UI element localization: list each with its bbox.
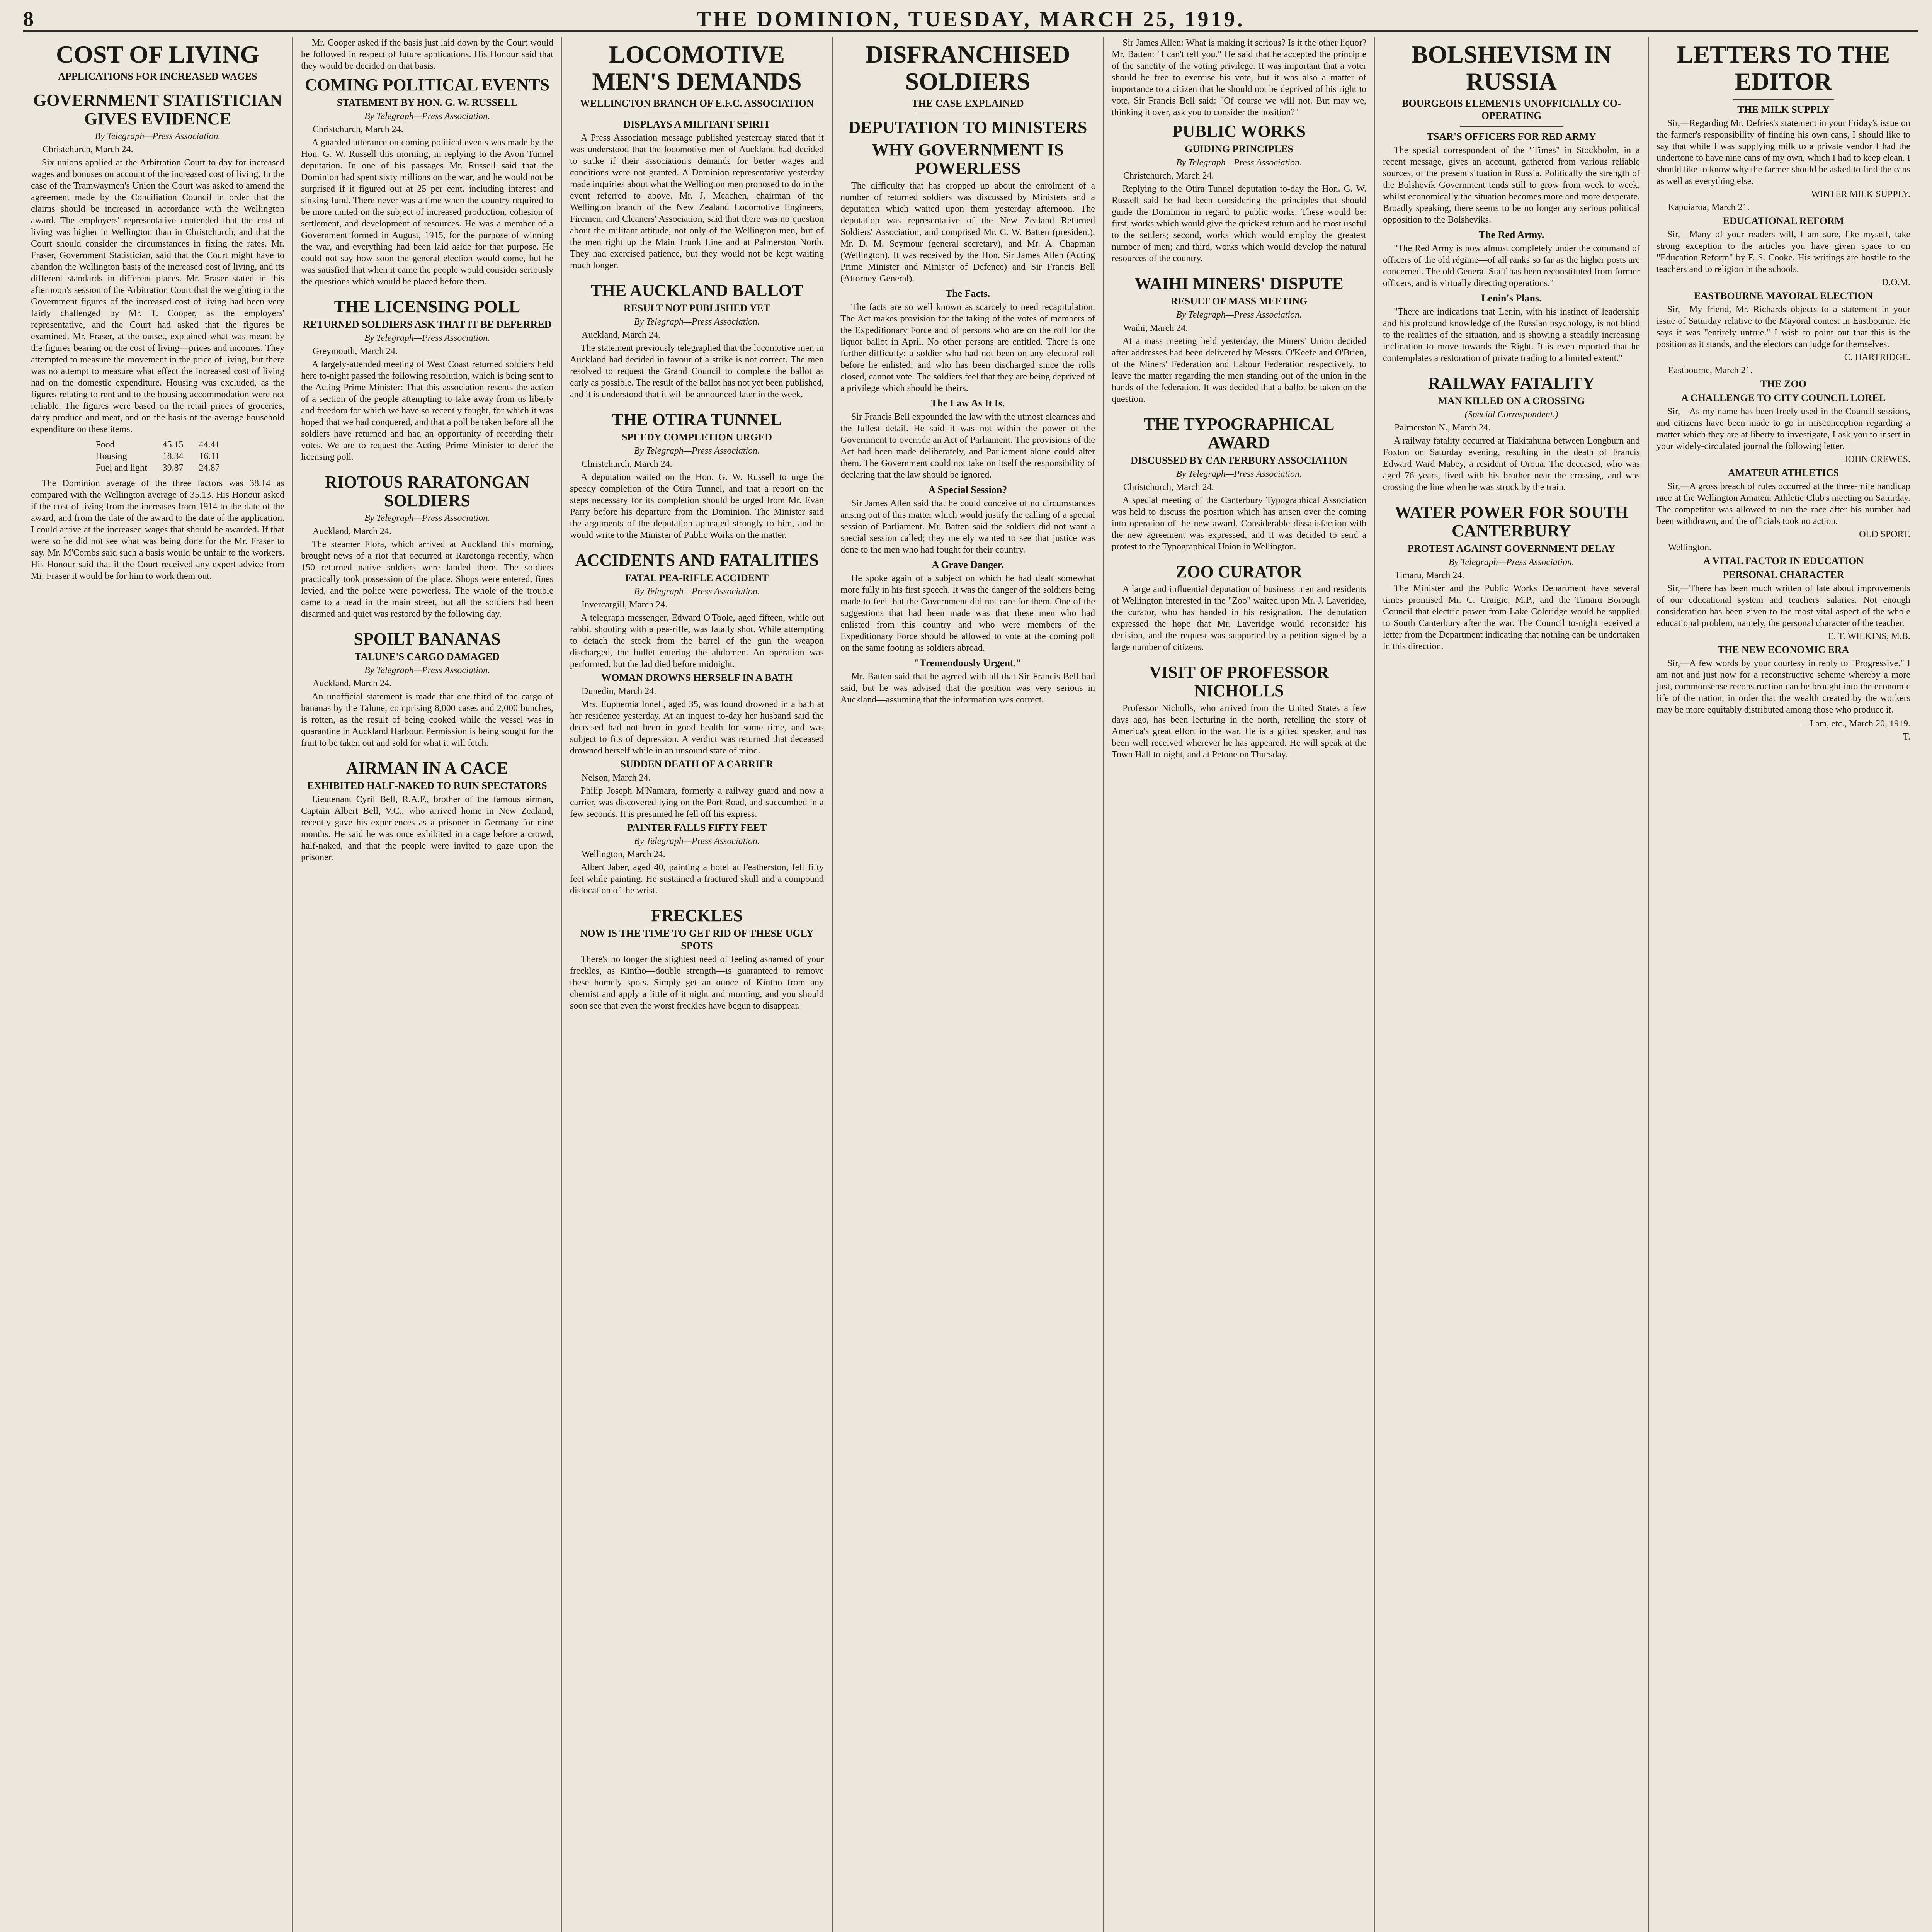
- letter-signature: OLD SPORT.: [1859, 529, 1910, 539]
- article-body: Sir James Allen said that he could conceive of no circumstances arising out of this matter which would justify the calling of a special session of Parliament. Mr. Batten said the soldiers did not want a special session called; they merely wanted to see that justice was done to the men who had fought for their country.: [840, 498, 1095, 555]
- salutation: Sir,—: [1667, 118, 1690, 128]
- dateline: Palmerston N., March 24.: [1395, 423, 1490, 433]
- letter-signature: C. HARTRIDGE.: [1844, 352, 1910, 362]
- deck: TSAR'S OFFICERS FOR RED ARMY: [1427, 131, 1596, 142]
- headline: ACCIDENTS AND FATALITIES: [575, 551, 819, 570]
- deck: RETURNED SOLDIERS ASK THAT IT BE DEFERRED: [303, 319, 552, 330]
- headline: ZOO CURATOR: [1175, 562, 1303, 581]
- headline: RAILWAY FATALITY: [1428, 374, 1595, 393]
- divider: [1733, 99, 1834, 100]
- deck: DISPLAYS A MILITANT SPIRIT: [623, 119, 770, 130]
- article-body: An unofficial statement is made that one-third of the cargo of bananas by the Talune, comprising 8,000 cases and 2,000 bunches, is rotten, as the result of being cooked while the vessel was in quarantine in Auckland Harbour. Permission is being sought for the fruit to be taken out and sold for what it will fetch.: [301, 692, 553, 748]
- headline: THE AUCKLAND BALLOT: [590, 281, 803, 300]
- dateline: Waihi, March 24.: [1123, 323, 1188, 333]
- letter-body: [1656, 117, 1910, 187]
- article-body: A largely-attended meeting of West Coast returned soldiers held here to-night passed the following resolution, which is being sent to the Acting Prime Minister: That this association resents the action of a section of the people attempting to take away from us liberty and freedom for which we have so recently fought, for which it was hoped that we had conquered, and that a poll be taken before all the soldiers have returned and had an opportunity of recording their votes. We are to request the Acting Prime Minister to defer the licensing poll.: [301, 359, 553, 462]
- deck: RESULT NOT PUBLISHED YET: [623, 303, 770, 314]
- section-heading: A Special Session?: [928, 484, 1007, 495]
- letter-place: Wellington.: [1668, 543, 1712, 553]
- dateline: Christchurch, March 24.: [1123, 482, 1214, 492]
- table-cell: 18.34: [162, 451, 184, 461]
- deck: BOURGEOIS ELEMENTS UNOFFICIALLY CO-OPERATING: [1402, 98, 1621, 121]
- article-body: A telegraph messenger, Edward O'Toole, aged fifteen, while out rabbit shooting with a pea-rifle, was fatally shot. While attempting to detach the stock from the barrel of the gun the weapon discharged, the bullet entering the abdomen. An operation was performed, but the lad died before midnight.: [570, 613, 824, 669]
- credit: By Telegraph—Press Association.: [634, 317, 760, 327]
- article-body: Sir Francis Bell expounded the law with the utmost clearness and the fullest detail. He said it was not within the power of the Government to override an Act of Parliament. The provisions of the Act had been made deliberately, and Parliament alone could alter them. The Government could not take on itself the responsibility of declaring that the law should be ignored.: [840, 412, 1095, 480]
- deck: RESULT OF MASS MEETING: [1170, 296, 1308, 307]
- table-cell: 24.87: [199, 463, 220, 473]
- credit: By Telegraph—Press Association.: [634, 587, 760, 597]
- article-licensing-poll: [301, 298, 553, 463]
- deck: THE CASE EXPLAINED: [912, 98, 1024, 109]
- article-cost-of-living: [31, 41, 284, 582]
- deck: THE ZOO: [1760, 378, 1807, 389]
- headline: THE LICENSING POLL: [334, 297, 520, 316]
- table-cell: Fuel and light: [95, 463, 147, 473]
- article-disfranchised-soldiers: [840, 41, 1095, 706]
- headline: THE OTIRA TUNNEL: [612, 410, 782, 429]
- letter-place: Eastbourne, March 21.: [1668, 366, 1753, 376]
- table-row: [88, 439, 227, 451]
- letter-signature: JOHN CREWES.: [1844, 454, 1910, 464]
- section-heading: Lenin's Plans.: [1481, 293, 1542, 304]
- deck: EXHIBITED HALF-NAKED TO RUIN SPECTATORS: [307, 780, 547, 791]
- headline: LOCOMOTIVE MEN'S DEMANDS: [592, 41, 802, 95]
- article-public-works: [1112, 122, 1366, 264]
- section-heading: The Red Army.: [1478, 229, 1544, 240]
- credit: By Telegraph—Press Association.: [634, 836, 760, 846]
- article-body: Philip Joseph M'Namara, formerly a railway guard and now a carrier, was discovered lying on the Port Road, and succumbed in a few seconds. It is presumed he fell off his express.: [570, 786, 824, 819]
- deck: AMATEUR ATHLETICS: [1728, 467, 1839, 478]
- credit: (Special Correspondent.): [1464, 410, 1558, 420]
- letter-text: Regarding Mr. Defries's statement in your Friday's issue on the farmer's responsibility of finding his own cans, I should like to say that while I was supplying milk to a private vendor I had the undertone to have nine cans of my own, which I had to keep clean. I should like to know why the farmer should be asked to find the cans as well as everything else.: [1656, 118, 1910, 186]
- article-body: Professor Nicholls, who arrived from the United States a few days ago, has been lecturing in the north, retelling the story of America's great effort in the war. He is a gifted speaker, and has been well received wherever he has appeared. He will speak at the Town Hall to-night, and at Petone on Thursday.: [1112, 703, 1366, 760]
- article-body: The difficulty that has cropped up about the enrolment of a number of returned soldiers was discussed by Ministers and a deputation which waited upon them yesterday afternoon. The deputation was representative of the New Zealand Returned Soldiers' Association, and comprised Mr. C. W. Batten (president), Mr. D. M. Seymour (general secretary), and Mr. A. Chapman (Wellington). It was received by the Hon. Sir James Allen (Acting Prime Minister and Minister of Defence) and Sir Francis Bell (Attorney-General).: [840, 181, 1095, 284]
- article-body: Mrs. Euphemia Innell, aged 35, was found drowned in a bath at her residence yesterday. At an inquest to-day her husband said the deceased had not been in good health for some time, and was subject to fits of depression. A verdict was returned that deceased drowned herself while in an unsound state of mind.: [570, 699, 824, 756]
- table-row: [88, 462, 227, 474]
- dateline: Dunedin, March 24.: [582, 686, 656, 696]
- article-professor-nicholls: [1112, 663, 1366, 760]
- dateline: Invercargill, March 24.: [582, 600, 668, 610]
- dateline: Auckland, March 24.: [582, 330, 660, 340]
- credit: By Telegraph—Press Association.: [364, 513, 490, 523]
- credit: By Telegraph—Press Association.: [1176, 469, 1302, 479]
- letter-body: Sir,—My friend, Mr. Richards objects to a statement in your issue of Saturday relative to the Mayoral contest in Eastbourne. He says it was "entirely untrue." I wish to point out that this is the position as it stands, and the electors can judge for themselves.: [1656, 304, 1910, 349]
- credit: By Telegraph—Press Association.: [364, 333, 490, 343]
- article-body: A guarded utterance on coming political events was made by the Hon. G. W. Russell this morning, in replying to the Avon Tunnel deputation. In one of his passages Mr. Russell said that the Dominion had spent sixty millions on the war, and he would not be surprised if it figured out at 25 per cent. including interest and sinking fund. There never was a time when the country required to be more united on the subject of increased production, cohesion of settlement, and development of resources. He was a member of a Government formed in August, 1915, for the purpose of winning the war, and everything had been laid aside for that purpose. He could not say how soon the general election would come, but he was satisfied that when it came the people would consider seriously the questions which would be placed before them.: [301, 138, 553, 287]
- headline: LETTERS TO THE EDITOR: [1677, 41, 1890, 95]
- headline: THE TYPOGRAPHICAL AWARD: [1143, 415, 1335, 452]
- dateline: Christchurch, March 24.: [1123, 171, 1214, 181]
- letters-to-editor: [1656, 41, 1910, 743]
- article-body: The Dominion average of the three factors was 38.14 as compared with the Wellington average of 35.13. His Honour asked if the cost of living from the increases from 1914 to the date of the award, and from the date of the award to the date of the application. I could arrive at the increased wages that should be awarded. If that were so he did not see what was being done for the Mr. Fraser to say. Mr. M'Combs said such a basis would be unfair to the workers. His Honour said that if the Court received any expert advice from Mr. Fraser it would be for him to work them out.: [31, 478, 284, 581]
- section-heading: The Facts.: [945, 288, 990, 299]
- article-body: The statement previously telegraphed that the locomotive men in Auckland had decided in favour of a strike is not correct. The men resolved to request the Grand Council to complete the ballot as early as possible. The result of the ballot has not yet been published, and it is understood that it will be announced later in the week.: [570, 343, 824, 400]
- credit: By Telegraph—Press Association.: [95, 131, 221, 141]
- article-auckland-ballot: [570, 281, 824, 400]
- article-political-events: [301, 76, 553, 287]
- column-1: [23, 37, 292, 1932]
- article-bolshevism: [1383, 41, 1640, 364]
- article-body: Mr. Cooper asked if the basis just laid down by the Court would be followed in respect of future applications. His Honour said that they would be decided on that basis.: [301, 38, 553, 71]
- deck: WOMAN DROWNS HERSELF IN A BATH: [601, 672, 793, 683]
- deck: TALUNE'S CARGO DAMAGED: [354, 651, 500, 662]
- article-body: Mr. Batten said that he agreed with all that Sir Francis Bell had said, but he was advised that the position was very serious in Auckland—assuming that the information was correct.: [840, 672, 1095, 705]
- deck: GUIDING PRINCIPLES: [1185, 143, 1293, 155]
- headline: COST OF LIVING: [56, 41, 260, 68]
- table-cell: 44.41: [199, 440, 220, 450]
- headline: BOLSHEVISM IN RUSSIA: [1411, 41, 1612, 95]
- table-cell: 39.87: [162, 463, 184, 473]
- deck: WELLINGTON BRANCH OF E.F.C. ASSOCIATION: [580, 98, 814, 109]
- article-body: A deputation waited on the Hon. G. W. Russell to urge the speedy completion of the Otira Tunnel, and that a report on the steps necessary for its completion should be urged from Mr. Evan Parry before his departure from the Dominion. The Minister said the arguments of the deputation appealed strongly to him, and he would write to the Minister of Public Works on the matter.: [570, 472, 824, 540]
- paper-title: THE DOMINION, TUESDAY, MARCH 25, 1919.: [696, 7, 1245, 31]
- article-spoilt-bananas: [301, 630, 553, 749]
- headline: RIOTOUS RARATONGAN SOLDIERS: [325, 473, 530, 510]
- headline: COMING POLITICAL EVENTS: [304, 75, 550, 94]
- column-4: [832, 37, 1103, 1932]
- headline: DISFRANCHISED SOLDIERS: [865, 41, 1070, 95]
- deck: APPLICATIONS FOR INCREASED WAGES: [58, 71, 257, 82]
- letter-body: Sir,—As my name has been freely used in the Council sessions, and citizens have been made to go in misconception regarding a matter which they are at liberty to investigate, I ask you to insert in your widely-circulated journal the following letter.: [1656, 406, 1910, 451]
- deck: EASTBOURNE MAYORAL ELECTION: [1694, 290, 1873, 301]
- letter-body: Sir,—Many of your readers will, I am sure, like myself, take strong exception to the articles you have given space to on "Education Reform" by F. S. Cooke. His writings are hostile to the teachers and to religion in the schools.: [1656, 230, 1910, 274]
- dateline: Nelson, March 24.: [582, 773, 651, 783]
- article-body: The facts are so well known as scarcely to need recapitulation. The Act makes provision for the taking of the votes of members of the Expeditionary Force and of persons who are on the roll for the liquor ballot in April. No other persons are entitled. There is one further difficulty: a soldier who had not been on any electoral roll before he enlisted, and who has been discharged since the rolls closed, cannot vote. The soldiers feel that they are being deprived of a privilege which should be theirs.: [840, 302, 1095, 393]
- dateline: Christchurch, March 24.: [43, 145, 133, 155]
- letter-signature: WINTER MILK SUPPLY.: [1811, 189, 1910, 199]
- dateline: Wellington, March 24.: [582, 849, 665, 859]
- subheadline: DEPUTATION TO MINISTERS: [848, 118, 1087, 137]
- deck: EDUCATIONAL REFORM: [1723, 215, 1844, 226]
- column-2: [292, 37, 561, 1932]
- article-water-power: [1383, 503, 1640, 652]
- article-body: "The Red Army is now almost completely under the command of officers of the old régime—of all ranks so far as the higher posts are concerned. The old General Staff has been reconstituted from former officers, and is virtually directing operations.": [1383, 243, 1640, 288]
- headline: WATER POWER FOR SOUTH CANTERBURY: [1395, 503, 1628, 540]
- article-accidents: [570, 551, 824, 896]
- headline: PUBLIC WORKS: [1172, 122, 1306, 141]
- deck: SPEEDY COMPLETION URGED: [621, 432, 772, 443]
- headline: SPOILT BANANAS: [354, 629, 501, 648]
- article-waihi-miners: [1112, 274, 1366, 405]
- headline: AIRMAN IN A CACE: [346, 759, 509, 777]
- deck: NOW IS THE TIME TO GET RID OF THESE UGLY SPOTS: [580, 928, 814, 951]
- letter-body: Sir,—A few words by your courtesy in reply to "Progressive." I am not and just now for a reconstructive scheme whereby a more just, commonsense reconstruction can be brought into the economic life of the nation, in order that the wealth created by the workers may be more equitably distributed among those who produce it.: [1656, 658, 1910, 715]
- dateline: Auckland, March 24.: [313, 679, 391, 689]
- deck: PERSONAL CHARACTER: [1723, 569, 1844, 580]
- article-body: A railway fatality occurred at Tiakitahuna between Longburn and Foxton on Saturday evening, resulting in the death of Francis Edward Ward Mabey, a resident of Oroua. The deceased, who was aged 76 years, lived with his brother near the crossing, and was crossing the line when he was struck by the train.: [1383, 436, 1640, 492]
- article-zoo-curator: [1112, 563, 1366, 653]
- deck: STATEMENT BY HON. G. W. RUSSELL: [337, 97, 518, 108]
- article-body: The steamer Flora, which arrived at Auckland this morning, brought news of a riot that occurred at Rarotonga recently, when 150 returned native soldiers were landed there. The soldiers practically took possession of the place. Shops were entered, fines levied, and the police were powerless. The whole of the trouble came to a head in the main street, but all the soldiers had been disarmed and quiet was restored by the following day.: [301, 539, 553, 619]
- headline: WAIHI MINERS' DISPUTE: [1134, 274, 1344, 293]
- advert-freckles: [570, 906, 824, 1012]
- column-7: [1648, 37, 1918, 1932]
- dateline: Timaru, March 24.: [1395, 570, 1464, 580]
- article-body: A Press Association message published yesterday stated that it was understood that the locomotive men of Auckland had decided to strike if their association's demands for better wages and conditions were not granted. A Dominion representative yesterday made inquiries about what the Wellington men proposed to do in the event referred to above. Mr. J. Meachen, chairman of the Wellington branch of the New Zealand Locomotive Engineers, Firemen, and Cleaners' Association, said that there was no question about the militant attitude, not only of the Wellington men, but of the men right up the Main Trunk Line and at Palmerston North. They had exercised patience, but they would not be kept waiting much longer.: [570, 133, 824, 270]
- divider: [1460, 126, 1563, 127]
- credit: By Telegraph—Press Association.: [634, 446, 760, 456]
- table-cell: Food: [95, 440, 115, 450]
- deck: THE MILK SUPPLY: [1737, 104, 1830, 115]
- deck: A CHALLENGE TO CITY COUNCIL LOREL: [1681, 392, 1886, 403]
- article-body: Six unions applied at the Arbitration Court to-day for increased wages and bonuses on account of the increased cost of living. In the case of the Tramwaymen's Union the Court was asked to amend the agreement made by the Conciliation Council in order that the claims should be increased in accordance with the Wellington award. The employers' representative contended that the cost of living was higher in Wellington than in Christchurch, and that the Court should consider the circumstances in fixing the rates. Mr. Fraser, Government Statistician, said that the Court might have to abandon the Wellington basis of the increased cost of living, and its different standards in different places. Mr. Fraser stated in this afternoon's session of the Arbitration Court that the weighting in the Government figures of the increased cost of living had been very fairly challenged by Mr. T. Cooper, as the employers' representative, and the Court had asked that the figures be examined. Mr. Fraser, at the outset, explained what was meant by the figures bearing on the cost of living—prices and incomes. They attempted to measure the movement in the price of living, but there was no attempt to measure what effect the increased cost of living had on the domestic expenditure. Housing was excluded, as the figures relating to rent and to the housing accommodation were not reliable. The figures were based on the retail prices of groceries, dairy produce and meat, and on the basis of the average household expenditure on these items.: [31, 158, 284, 434]
- section-heading: The Law As It Is.: [930, 398, 1005, 409]
- article-body: He spoke again of a subject on which he had dealt somewhat more fully in his first speech. It was the danger of the soldiers being made to feel that the Government did not care for them. One of the suggestions that had been made was that these men who had enlisted from this country and who were members of the Expeditionary Force should be allowed to vote at the coming poll on the same footing as soldiers abroad.: [840, 573, 1095, 653]
- headline: FRECKLES: [651, 906, 743, 925]
- subheadline: GOVERNMENT STATISTICIAN GIVES EVIDENCE: [33, 91, 282, 128]
- subheadline: WHY GOVERNMENT IS POWERLESS: [872, 140, 1064, 178]
- letter-date: —I am, etc., March 20, 1919.: [1801, 719, 1910, 729]
- article-body: Lieutenant Cyril Bell, R.A.F., brother of the famous airman, Captain Albert Bell, V.C., who arrived home in New Zealand, recently gave his experiences as a prisoner in Germany for nine months. He said he was once exhibited in a cage before a crowd, half-naked, and that the people were invited to gaze upon the prisoner.: [301, 794, 553, 862]
- deck: THE NEW ECONOMIC ERA: [1718, 644, 1849, 655]
- deck: PAINTER FALLS FIFTY FEET: [627, 822, 767, 833]
- section-heading: A Grave Danger.: [932, 559, 1004, 570]
- article-raratongan-soldiers: [301, 473, 553, 620]
- letter-signature: E. T. WILKINS, M.B.: [1828, 631, 1910, 641]
- article-body: Sir James Allen: What is making it serious? Is it the other liquor? Mr. Batten: "I can't tell you." He said that he accepted the principle of the sanctity of the voting privilege. It was important that a voter should be free to exercise his vote, but it was also a matter of importance to a citizen that he should not be deprived of his right to vote. Sir Francis Bell said: "Of course we will not. But may we, thinking it over, ask you to consider the position?": [1112, 38, 1366, 117]
- dateline: Greymouth, March 24.: [313, 346, 398, 356]
- article-body: There's no longer the slightest need of feeling ashamed of your freckles, as Kintho—double strength—is guaranteed to remove these homely spots. Simply get an ounce of Kintho from any chemist and apply a little of it night and morning, and you should soon see that even the worst freckles have begun to disappear.: [570, 954, 824, 1011]
- article-body: Replying to the Otira Tunnel deputation to-day the Hon. G. W. Russell said he had been considering the principles that should guide the Dominion in regard to public works. These would be: first, works which would give the quickest return and be most useful to the settlers; second, works which would employ the greatest number of men; and third, works which would develop the natural resources of the country.: [1112, 184, 1366, 264]
- letter-body: Sir,—There has been much written of late about improvements of our educational system and teachers' salaries. Not enough consideration has been given to the most vital aspect of the whole educational problem, namely, the personal character of the teacher.: [1656, 583, 1910, 628]
- column-5: [1103, 37, 1374, 1932]
- headline: VISIT OF PROFESSOR NICHOLLS: [1149, 663, 1329, 700]
- table-cell: 45.15: [162, 440, 184, 450]
- price-table: [88, 439, 227, 474]
- article-body: The Minister and the Public Works Department have several times promised Mr. C. Craigie, M.P., and the Timaru Borough Council that electric power from Lake Coleridge would be supplied to South Canterbury after the war. The Council to-night received a letter from the Department indicating that nothing can be undertaken in this direction.: [1383, 583, 1640, 651]
- table-row: [88, 451, 227, 462]
- credit: By Telegraph—Press Association.: [1176, 158, 1302, 168]
- letter-signature: D.O.M.: [1881, 277, 1910, 287]
- column-3: [561, 37, 832, 1932]
- credit: By Telegraph—Press Association.: [364, 665, 490, 675]
- deck: SUDDEN DEATH OF A CARRIER: [620, 759, 774, 770]
- columns: [23, 37, 1918, 1932]
- credit: By Telegraph—Press Association.: [1176, 310, 1302, 320]
- deck: DISCUSSED BY CANTERBURY ASSOCIATION: [1131, 455, 1347, 466]
- dateline: Auckland, March 24.: [313, 526, 391, 536]
- dateline: Christchurch, March 24.: [313, 124, 403, 134]
- dateline: Christchurch, March 24.: [582, 459, 672, 469]
- article-railway-fatality: [1383, 374, 1640, 493]
- deck: MAN KILLED ON A CROSSING: [1438, 395, 1585, 406]
- article-body: At a mass meeting held yesterday, the Miners' Union decided after addresses had been delivered by Messrs. O'Keefe and O'Brien, of the Miners' Federation and Labour Federation respectively, to leave the matter regarding the men standing out of the union in the hands of the federation. It was decided that a ballot be taken on the question.: [1112, 336, 1366, 404]
- deck: PROTEST AGAINST GOVERNMENT DELAY: [1407, 543, 1616, 554]
- article-airman-cage: [301, 759, 553, 863]
- page-number: 8: [23, 7, 34, 31]
- masthead: [23, 7, 1918, 32]
- table-cell: 16.11: [199, 451, 220, 461]
- section-heading: "Tremendously Urgent.": [914, 657, 1022, 668]
- article-otira-tunnel: [570, 410, 824, 541]
- article-typographical-award: [1112, 415, 1366, 553]
- article-body: Albert Jaber, aged 40, painting a hotel at Featherston, fell fifty feet while painting. He sustained a fractured skull and a compound dislocation of the wrist.: [570, 862, 824, 896]
- deck: FATAL PEA-RIFLE ACCIDENT: [625, 572, 769, 583]
- article-body: "There are indications that Lenin, with his instinct of leadership and his profound knowledge of the Russian psychology, is not blind to the realities of the situation, and is showing a steadily increasing inclination to move towards the Right. It is even reported that he contemplates a restoration of private trading to a limited extent.": [1383, 307, 1640, 363]
- letter-signature: T.: [1903, 732, 1910, 742]
- letter-place: Kapuiaroa, March 21.: [1668, 202, 1750, 213]
- article-body: The special correspondent of the "Times" in Stockholm, in a recent message, gives an account, gathered from various reliable sources, of the present situation in Russia. Politically the strength of the Bolshevik Government tends still to grow from week to week, whilst economically the situation becomes more and more desperate. Broadly speaking, there seems to be no longer any serious political opposition to the Bolsheviks.: [1383, 145, 1640, 225]
- credit: By Telegraph—Press Association.: [1448, 557, 1575, 567]
- article-body: A special meeting of the Canterbury Typographical Association was held to discuss the position which has arisen over the coming into operation of the new award. Considerable dissatisfaction with the new agreement was expressed, and it was decided to send a protest to the Typographical Union in Wellington.: [1112, 495, 1366, 552]
- table-cell: Housing: [95, 451, 127, 461]
- credit: By Telegraph—Press Association.: [364, 111, 490, 121]
- article-body: A large and influential deputation of business men and residents of Wellington interested in the "Zoo" waited upon Mr. J. Laveridge, the curator, who has handed in his resignation. The deputation expressed the hope that Mr. Laveridge would reconsider his decision, and the request was supported by a petition signed by a large number of citizens.: [1112, 584, 1366, 652]
- column-6: [1374, 37, 1648, 1932]
- article-locomotive-men: [570, 41, 824, 271]
- deck: A VITAL FACTOR IN EDUCATION: [1703, 555, 1864, 566]
- letter-body: Sir,—A gross breach of rules occurred at the three-mile handicap race at the Wellington Amateur Athletic Club's meeting on Saturday. The competitor was allowed to run the race after his number had been withdrawn, and the officials took no action.: [1656, 481, 1910, 526]
